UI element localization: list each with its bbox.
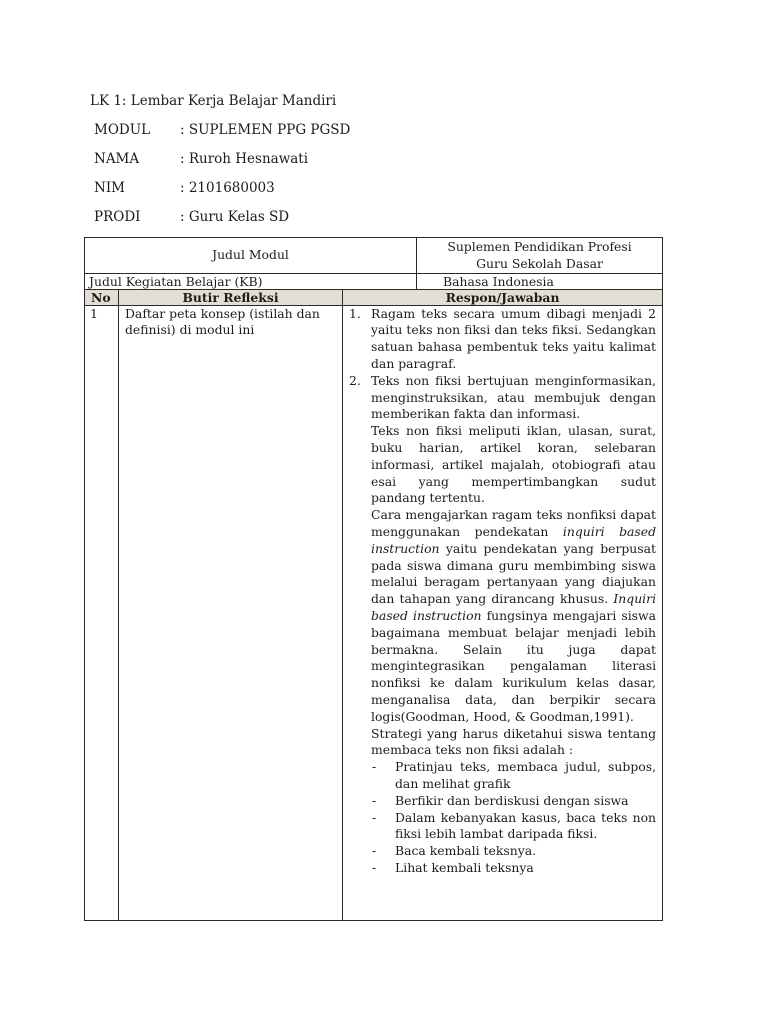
dash-bullet: - [372, 792, 377, 808]
strategy-text: Lihat kembali teksnya [395, 859, 534, 875]
item-text: Teks non fiksi bertujuan menginformasikan, menginstruksikan, atau membujuk dengan memberikan fakta dan informasi. [371, 372, 657, 422]
table-row [85, 305, 663, 920]
strategy-text: Dalam kebanyakan kasus, baca teks non fiksi lebih lambat daripada fiksi. [395, 809, 657, 842]
info-key: MODUL [94, 122, 151, 138]
strategy-text: Berfikir dan berdiskusi dengan siswa [395, 792, 629, 808]
column-header-no: No [85, 289, 119, 305]
dash-bullet: - [372, 759, 377, 775]
item-text: Ragam teks secara umum dibagi menjadi 2 yaitu teks non fiksi dan teks fiksi. Sedangkan satuan bahasa pembentuk teks yaitu kalimat dan paragraf. [371, 305, 657, 371]
judul-modul-label: Judul Modul [85, 238, 417, 274]
strategy-item [371, 843, 656, 860]
judul-modul-value [417, 238, 663, 274]
info-value: : Guru Kelas SD [180, 209, 290, 225]
text-run: yaitu pendekatan yang berpusat pada siswa dimana guru membimbing siswa melalui beragam pertanyaan yang diajukan dan tahapan yang dirancang khusus. [371, 540, 657, 607]
respon-list [349, 306, 656, 424]
strategy-item [371, 793, 656, 810]
judul-kb-row [85, 273, 663, 289]
reflection-table [84, 237, 663, 921]
strategy-item [371, 759, 656, 793]
strategy-text: Pratinjau teks, membaca judul, subpos, dan melihat grafik [395, 759, 657, 791]
dash-bullet: - [372, 843, 377, 859]
info-value: : 2101680003 [180, 180, 275, 196]
respon-cell [343, 305, 663, 920]
document-title: LK 1: Lembar Kerja Belajar Mandiri [90, 93, 337, 109]
text-run: fungsinya mengajari siswa bagaimana membuat belajar menjadi lebih bermakna. Selain itu juga dapat mengintegrasikan pengalaman literasi nonfiksi ke dalam kurikulum kelas dasar, menganalisa data, dan berpikir secara logis(Goodman, Hood, & Goodman,1991). [371, 607, 657, 724]
butir-cell: Daftar peta konsep (istilah dan definisi) di modul ini [119, 305, 343, 920]
italic-term: inquiri based instruction [371, 523, 657, 556]
judul-kb-value: Bahasa Indonesia [417, 273, 663, 289]
respon-item [349, 373, 656, 423]
item-number: 1. [349, 305, 361, 321]
judul-kb-label: Judul Kegiatan Belajar (KB) [85, 273, 417, 289]
paragraph-examples: Teks non fiksi meliputi iklan, ulasan, surat, buku harian, artikel koran, selebaran informasi, artikel majalah, otobiografi atau esai yang mempertimbangkan sudut pandang tertentu. [371, 423, 657, 506]
info-key: NIM [94, 180, 125, 196]
item-number: 2. [349, 372, 361, 388]
strategy-list [349, 759, 656, 877]
row-number: 1 [85, 305, 119, 920]
judul-modul-row [85, 238, 663, 274]
dash-bullet: - [372, 809, 377, 825]
judul-modul-value-line: Suplemen Pendidikan Profesi [447, 239, 632, 254]
column-header-row [85, 289, 663, 305]
strategy-text: Baca kembali teksnya. [395, 843, 537, 859]
strategy-item [371, 810, 656, 844]
strategy-item [371, 860, 656, 877]
column-header-respon: Respon/Jawaban [343, 289, 663, 305]
italic-term: Inquiri based instruction [371, 591, 657, 623]
text-run: Cara mengajarkan ragam teks nonfiksi dapat menggunakan pendekatan [371, 507, 657, 539]
judul-modul-value-line: Guru Sekolah Dasar [476, 255, 603, 271]
paragraph-strategy-intro: Strategi yang harus diketahui siswa tentang membaca teks non fiksi adalah : [371, 725, 657, 758]
info-value: : Ruroh Hesnawati [180, 151, 309, 167]
column-header-butir: Butir Refleksi [119, 289, 343, 305]
info-key: PRODI [94, 209, 141, 225]
info-key: NAMA [94, 151, 140, 167]
dash-bullet: - [372, 859, 377, 875]
respon-item [349, 306, 656, 373]
paragraph-teaching-method [349, 507, 656, 725]
info-value: : SUPLEMEN PPG PGSD [180, 122, 351, 138]
